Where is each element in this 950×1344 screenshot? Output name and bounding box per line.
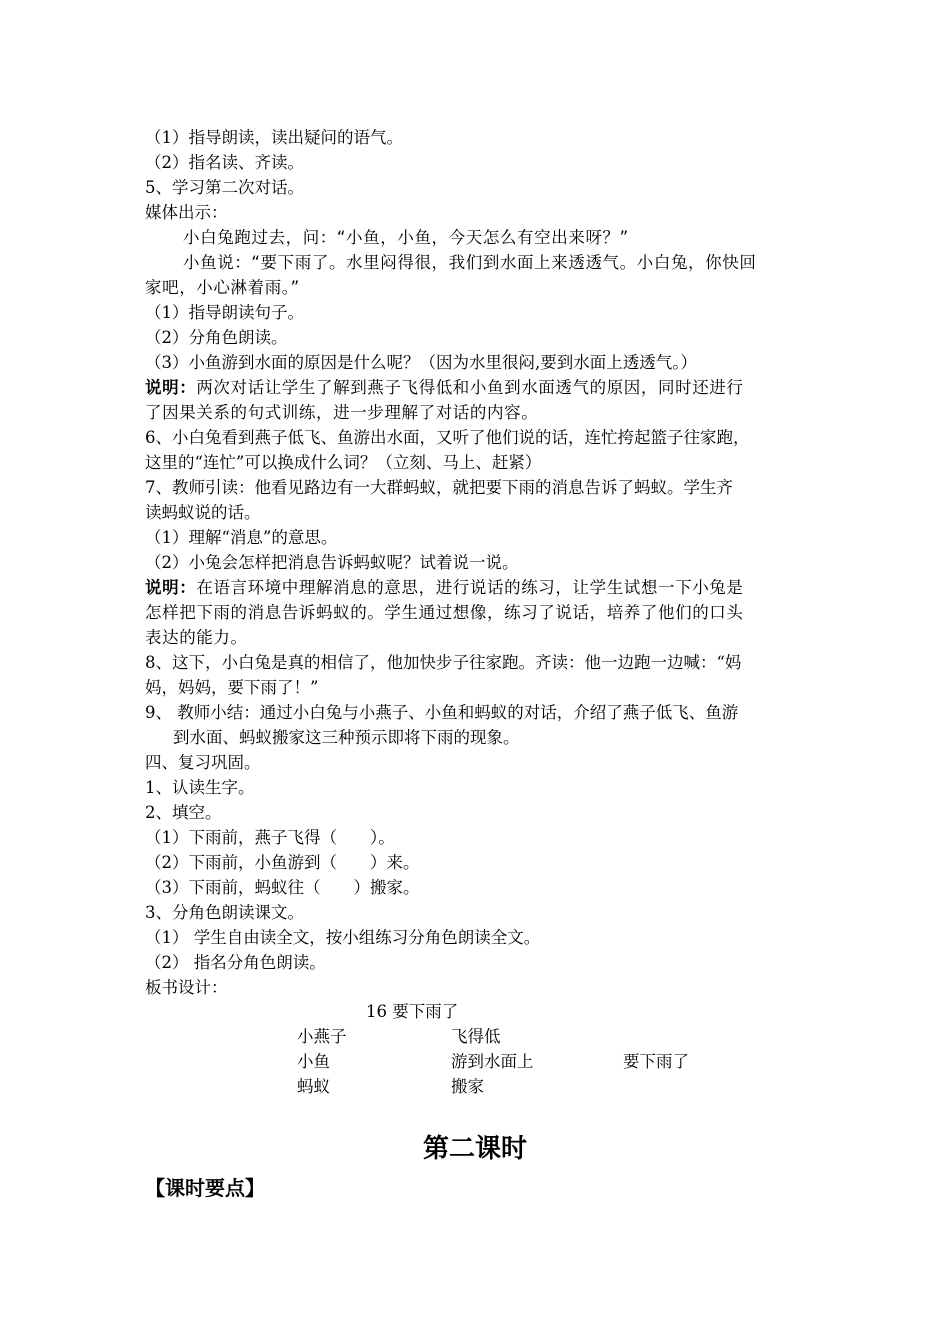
- text-line: （3）小鱼游到水面的原因是什么呢？（因为水里很闷,要到水面上透透气。）: [145, 353, 697, 372]
- text-line: （2）小兔会怎样把消息告诉蚂蚁呢？试着说一说。: [145, 553, 519, 572]
- text-line: 1、认读生字。: [145, 778, 255, 797]
- quote-line: 家吧，小心淋着雨。”: [145, 278, 300, 297]
- note-label: 说明：: [145, 378, 197, 397]
- text-line: （1）理解“消息”的意思。: [145, 528, 338, 547]
- text-line: 8、这下，小白兔是真的相信了，他加快步子往家跑。齐读：他一边跑一边喊：“妈: [145, 653, 742, 672]
- text-line: 9、 教师小结：通过小白兔与小燕子、小鱼和蚂蚁的对话，介绍了燕子低飞、鱼游: [145, 703, 739, 722]
- text-line: 5、学习第二次对话。: [145, 178, 304, 197]
- note-line: 表达的能力。: [145, 628, 248, 647]
- text-line: （2）指名读、齐读。: [145, 153, 304, 172]
- note-text: 两次对话让学生了解到燕子飞得低和小鱼到水面透气的原因，同时还进行: [196, 378, 744, 397]
- text-line: 读蚂蚁说的话。: [145, 503, 261, 522]
- text-line: 媒体出示：: [145, 203, 228, 222]
- text-line: 这里的“连忙”可以换成什么词？（立刻、马上、赶紧）: [145, 453, 542, 472]
- board-cell: 飞得低: [451, 1027, 501, 1046]
- quote-line: 小鱼说：“要下雨了。水里闷得很，我们到水面上来透透气。小白兔，你快回: [183, 253, 757, 272]
- text-line: 板书设计：: [145, 978, 228, 997]
- text-line: （1） 学生自由读全文，按小组练习分角色朗读全文。: [145, 928, 541, 947]
- text-line: （2）下雨前，小鱼游到（ ）来。: [145, 853, 420, 872]
- text-line: 妈，妈妈，要下雨了！”: [145, 678, 319, 697]
- note-line: 怎样把下雨的消息告诉蚂蚁的。学生通过想像，练习了说话，培养了他们的口头: [145, 603, 744, 622]
- quote-line: 小白兔跑过去，问：“小鱼，小鱼，今天怎么有空出来呀？”: [183, 228, 629, 247]
- note-label: 说明：: [145, 578, 197, 597]
- text-line: 2、填空。: [145, 803, 222, 822]
- note-line: 了因果关系的句式训练，进一步理解了对话的内容。: [145, 403, 539, 422]
- text-line: 到水面、蚂蚁搬家这三种预示即将下雨的现象。: [173, 728, 520, 747]
- board-cell: 搬家: [451, 1077, 484, 1096]
- text-line: （1）指导朗读，读出疑问的语气。: [145, 128, 403, 147]
- board-cell: 小鱼: [297, 1052, 330, 1071]
- text-line: 6、小白兔看到燕子低飞、鱼游出水面，又听了他们说的话，连忙挎起篮子往家跑，: [145, 428, 750, 447]
- text-line: （1）指导朗读句子。: [145, 303, 304, 322]
- text-line: 7、教师引读：他看见路边有一大群蚂蚁，就把要下雨的消息告诉了蚂蚁。学生齐: [145, 478, 733, 497]
- text-line: 3、分角色朗读课文。: [145, 903, 304, 922]
- board-title: 16 要下雨了: [366, 1002, 459, 1021]
- board-cell: 要下雨了: [623, 1052, 689, 1071]
- text-line: （2） 指名分角色朗读。: [145, 953, 326, 972]
- text-line: （2）分角色朗读。: [145, 328, 288, 347]
- board-cell: 蚂蚁: [297, 1077, 330, 1096]
- note-line: [145, 575, 744, 600]
- text-line: （1）下雨前，燕子飞得（ ）。: [145, 828, 395, 847]
- section-title: 第二课时: [422, 1134, 527, 1164]
- subsection-title: 【课时要点】: [145, 1176, 265, 1200]
- board-cell: 小燕子: [297, 1027, 347, 1046]
- text-line: 四、复习巩固。: [145, 753, 261, 772]
- note-line: [145, 375, 744, 400]
- board-cell: 游到水面上: [451, 1052, 534, 1071]
- text-line: （3）下雨前，蚂蚁往（ ）搬家。: [145, 878, 420, 897]
- note-text: 在语言环境中理解消息的意思，进行说话的练习，让学生试想一下小兔是: [196, 578, 744, 597]
